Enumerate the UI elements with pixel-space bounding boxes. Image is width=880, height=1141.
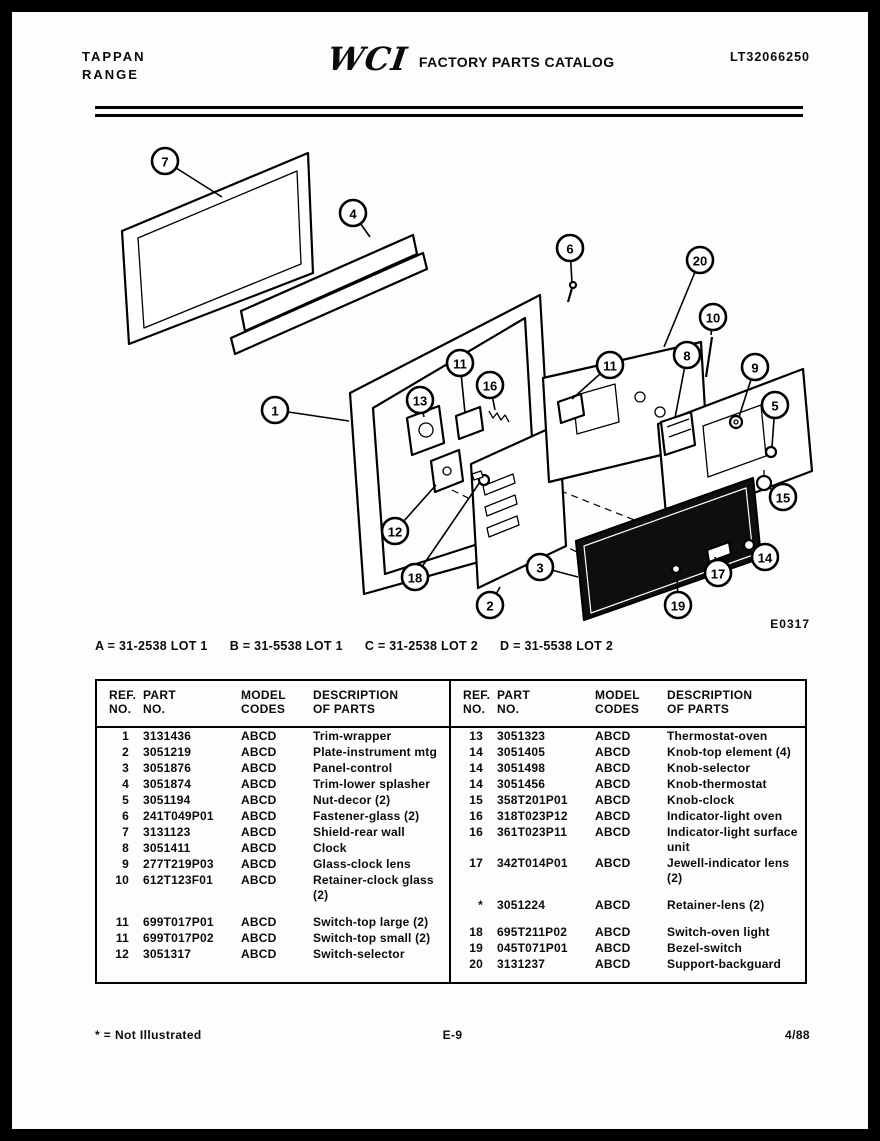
callout-3 (527, 554, 578, 580)
svg-text:2: 2 (486, 598, 494, 614)
table-row (451, 940, 805, 956)
description: Trim-lower splasher (313, 777, 431, 791)
part-no: 241T049P01 (143, 809, 214, 823)
model-codes: ABCD (595, 777, 631, 791)
table-row (451, 956, 805, 982)
part-no: 3051456 (497, 777, 546, 791)
description: Retainer-clock glass (2) (313, 873, 434, 902)
model-codes: ABCD (595, 825, 631, 839)
glass-clock-lens-part (730, 416, 742, 428)
description: Fastener-glass (2) (313, 809, 420, 823)
table-row (97, 856, 451, 872)
table-row (97, 776, 451, 792)
part-no: 3051323 (497, 729, 546, 743)
callout-20 (664, 247, 713, 347)
page-header (82, 40, 810, 84)
part-no: 3051405 (497, 745, 546, 759)
svg-text:14: 14 (757, 550, 773, 566)
table-row (97, 727, 451, 744)
table-row (97, 840, 451, 856)
svg-text:13: 13 (412, 393, 428, 409)
ref-no: 15 (469, 793, 483, 807)
description: Knob-clock (667, 793, 735, 807)
description: Switch-top small (2) (313, 931, 431, 945)
retainer-clock-glass-part (706, 337, 712, 377)
table-row (451, 727, 805, 744)
table-row (97, 946, 451, 972)
svg-text:18: 18 (407, 570, 423, 586)
svg-text:8: 8 (683, 348, 691, 364)
callout-12 (382, 485, 436, 544)
brand-line2: RANGE (82, 67, 139, 82)
divider-line (95, 114, 803, 117)
table-row (451, 886, 805, 913)
table-row (451, 744, 805, 760)
svg-text:15: 15 (775, 490, 791, 506)
fastener-glass-part (568, 282, 576, 302)
ref-no: 16 (469, 809, 483, 823)
part-no: 358T201P01 (497, 793, 568, 807)
table-row (97, 808, 451, 824)
not-illustrated-note: * = Not Illustrated (95, 1028, 202, 1042)
model-codes: ABCD (595, 941, 631, 955)
part-no: 318T023P12 (497, 809, 568, 823)
lot-item-d: D = 31-5538 LOT 2 (499, 639, 614, 653)
part-no: 3051224 (497, 898, 546, 912)
exploded-parts-diagram (12, 125, 868, 633)
part-no: 3131123 (143, 825, 191, 839)
col-header-part: PART NO. (143, 681, 241, 727)
svg-text:4: 4 (349, 206, 357, 222)
exploded-view-section (12, 125, 868, 633)
table-row (451, 808, 805, 824)
part-no: 3051194 (143, 793, 191, 807)
brand-line1: TAPPAN (82, 49, 146, 64)
part-no: 699T017P02 (143, 931, 214, 945)
description: Trim-wrapper (313, 729, 392, 743)
description: Clock (313, 841, 347, 855)
model-codes: ABCD (595, 761, 631, 775)
model-codes: ABCD (241, 947, 277, 961)
model-codes: ABCD (595, 925, 631, 939)
callout-4 (340, 200, 370, 237)
description: Support-backguard (667, 957, 782, 971)
bezel-switch-part (672, 565, 680, 573)
ref-no: 13 (469, 729, 483, 743)
part-no: 3051317 (143, 947, 192, 961)
part-no: 3051876 (143, 761, 192, 775)
ref-no: 18 (469, 925, 483, 939)
col-header-codes: MODEL CODES (595, 681, 667, 727)
lot-legend (95, 639, 868, 653)
description: Knob-top element (4) (667, 745, 791, 759)
callout-6 (557, 235, 583, 283)
nut-decor-part (766, 447, 776, 457)
model-codes: ABCD (595, 729, 631, 743)
svg-text:6: 6 (566, 241, 574, 257)
ref-no: 12 (115, 947, 129, 961)
svg-text:17: 17 (710, 566, 726, 582)
callout-2 (477, 587, 503, 618)
ref-no: 14 (469, 777, 483, 791)
svg-text:1: 1 (271, 403, 279, 419)
ref-no: 5 (122, 793, 129, 807)
col-header-codes: MODEL CODES (241, 681, 313, 727)
table-row (451, 824, 805, 855)
part-no: 3051498 (497, 761, 546, 775)
part-no: 699T017P01 (143, 915, 214, 929)
lot-item-a: A = 31-2538 LOT 1 (95, 639, 208, 653)
table-row (451, 792, 805, 808)
model-codes: ABCD (241, 825, 277, 839)
svg-text:3: 3 (536, 560, 544, 576)
model-codes: ABCD (241, 857, 277, 871)
model-codes: ABCD (241, 777, 277, 791)
page-footer (95, 1028, 810, 1042)
model-codes: ABCD (595, 898, 631, 912)
wci-logo: WCI (324, 40, 410, 78)
table-row (451, 760, 805, 776)
part-no: 277T219P03 (143, 857, 214, 871)
callout-18 (402, 482, 480, 590)
ref-no: 10 (115, 873, 129, 887)
svg-text:11: 11 (453, 356, 467, 372)
model-codes: ABCD (595, 957, 631, 971)
parts-table (95, 679, 807, 984)
description: Plate-instrument mtg (313, 745, 438, 759)
part-no: 342T014P01 (497, 856, 568, 870)
lot-item-c: C = 31-2538 LOT 2 (364, 639, 478, 653)
description: Knob-thermostat (667, 777, 767, 791)
description: Switch-top large (2) (313, 915, 429, 929)
table-row (451, 776, 805, 792)
ref-no: 6 (122, 809, 129, 823)
ref-no: 4 (122, 777, 129, 791)
brand (82, 48, 252, 84)
description: Panel-control (313, 761, 393, 775)
svg-text:19: 19 (670, 598, 686, 614)
model-codes: ABCD (241, 873, 277, 887)
ref-no: 7 (122, 825, 129, 839)
svg-text:20: 20 (692, 253, 708, 269)
col-header-ref: REF. NO. (451, 681, 497, 727)
svg-text:16: 16 (482, 378, 498, 394)
ref-no: 14 (469, 745, 483, 759)
ref-no: 11 (115, 931, 129, 945)
description: Bezel-switch (667, 941, 743, 955)
model-codes: ABCD (241, 745, 277, 759)
model-codes: ABCD (241, 793, 277, 807)
svg-text:7: 7 (161, 154, 169, 170)
model-codes: ABCD (595, 809, 631, 823)
lot-item-b: B = 31-5538 LOT 1 (229, 639, 343, 653)
model-codes: ABCD (241, 809, 277, 823)
table-row (97, 824, 451, 840)
part-no: 695T211P02 (497, 925, 568, 939)
part-no: 3051874 (143, 777, 192, 791)
ref-no: 17 (469, 856, 483, 870)
ref-no: 11 (115, 915, 129, 929)
catalog-title: FACTORY PARTS CATALOG (418, 54, 615, 70)
model-codes: ABCD (241, 915, 277, 929)
description: Switch-oven light (667, 925, 770, 939)
model-codes: ABCD (595, 793, 631, 807)
figure-code: E0317 (770, 617, 810, 631)
description: Thermostat-oven (667, 729, 768, 743)
part-no: 3131436 (143, 729, 192, 743)
svg-text:9: 9 (751, 360, 759, 376)
document-number: LT32066250 (730, 50, 810, 64)
ref-no: 9 (122, 857, 129, 871)
table-row (97, 872, 451, 903)
revision-date: 4/88 (785, 1028, 810, 1042)
description: Switch-selector (313, 947, 405, 961)
callout-15 (768, 484, 796, 510)
table-row (451, 913, 805, 940)
logo-group (252, 40, 690, 78)
switch-top-large-part (456, 407, 483, 439)
model-codes: ABCD (241, 841, 277, 855)
ref-no: 1 (122, 729, 129, 743)
model-codes: ABCD (241, 761, 277, 775)
table-row (97, 744, 451, 760)
description: Glass-clock lens (313, 857, 411, 871)
description: Retainer-lens (2) (667, 898, 765, 912)
divider-line (95, 106, 803, 109)
callout-10 (700, 304, 726, 335)
callout-1 (262, 397, 349, 423)
ref-no: 3 (122, 761, 129, 775)
callout-7 (152, 148, 222, 197)
indicator-light-part (489, 411, 509, 422)
table-row (97, 903, 451, 930)
ref-no: 19 (469, 941, 483, 955)
ref-no: * (478, 898, 483, 912)
col-header-desc: DESCRIPTION OF PARTS (313, 681, 451, 727)
callout-14 (752, 544, 778, 570)
svg-text:12: 12 (387, 524, 403, 540)
table-row (97, 930, 451, 946)
ref-no: 20 (469, 957, 483, 971)
callout-11 (447, 350, 473, 413)
part-no: 045T071P01 (497, 941, 568, 955)
description: Shield-rear wall (313, 825, 405, 839)
model-codes: ABCD (595, 745, 631, 759)
part-no: 3051411 (143, 841, 191, 855)
col-header-part: PART NO. (497, 681, 595, 727)
table-row (97, 792, 451, 808)
description: Indicator-light surface unit (667, 825, 798, 854)
col-header-ref: REF. NO. (97, 681, 143, 727)
description: Knob-selector (667, 761, 751, 775)
part-no: 361T023P11 (497, 825, 568, 839)
part-no: 612T123F01 (143, 873, 214, 887)
model-codes: ABCD (595, 856, 631, 870)
svg-text:10: 10 (705, 310, 721, 326)
ref-no: 2 (122, 745, 129, 759)
model-codes: ABCD (241, 729, 277, 743)
svg-text:5: 5 (771, 398, 779, 414)
table-row (97, 760, 451, 776)
callout-16 (477, 372, 503, 410)
model-codes: ABCD (241, 931, 277, 945)
page-number: E-9 (442, 1028, 463, 1042)
description: Jewell-indicator lens (2) (667, 856, 790, 885)
parts-table-left (97, 681, 451, 982)
part-no: 3051219 (143, 745, 192, 759)
ref-no: 14 (469, 761, 483, 775)
description: Indicator-light oven (667, 809, 783, 823)
header-divider (95, 106, 803, 117)
description: Nut-decor (2) (313, 793, 391, 807)
ref-no: 8 (122, 841, 129, 855)
part-no: 3131237 (497, 957, 546, 971)
table-header-row (97, 681, 451, 727)
parts-table-right (451, 681, 805, 982)
thermostat-part (407, 406, 444, 455)
svg-text:11: 11 (603, 358, 617, 374)
table-header-row (451, 681, 805, 727)
col-header-desc: DESCRIPTION OF PARTS (667, 681, 805, 727)
table-row (451, 855, 805, 886)
ref-no: 16 (469, 825, 483, 839)
